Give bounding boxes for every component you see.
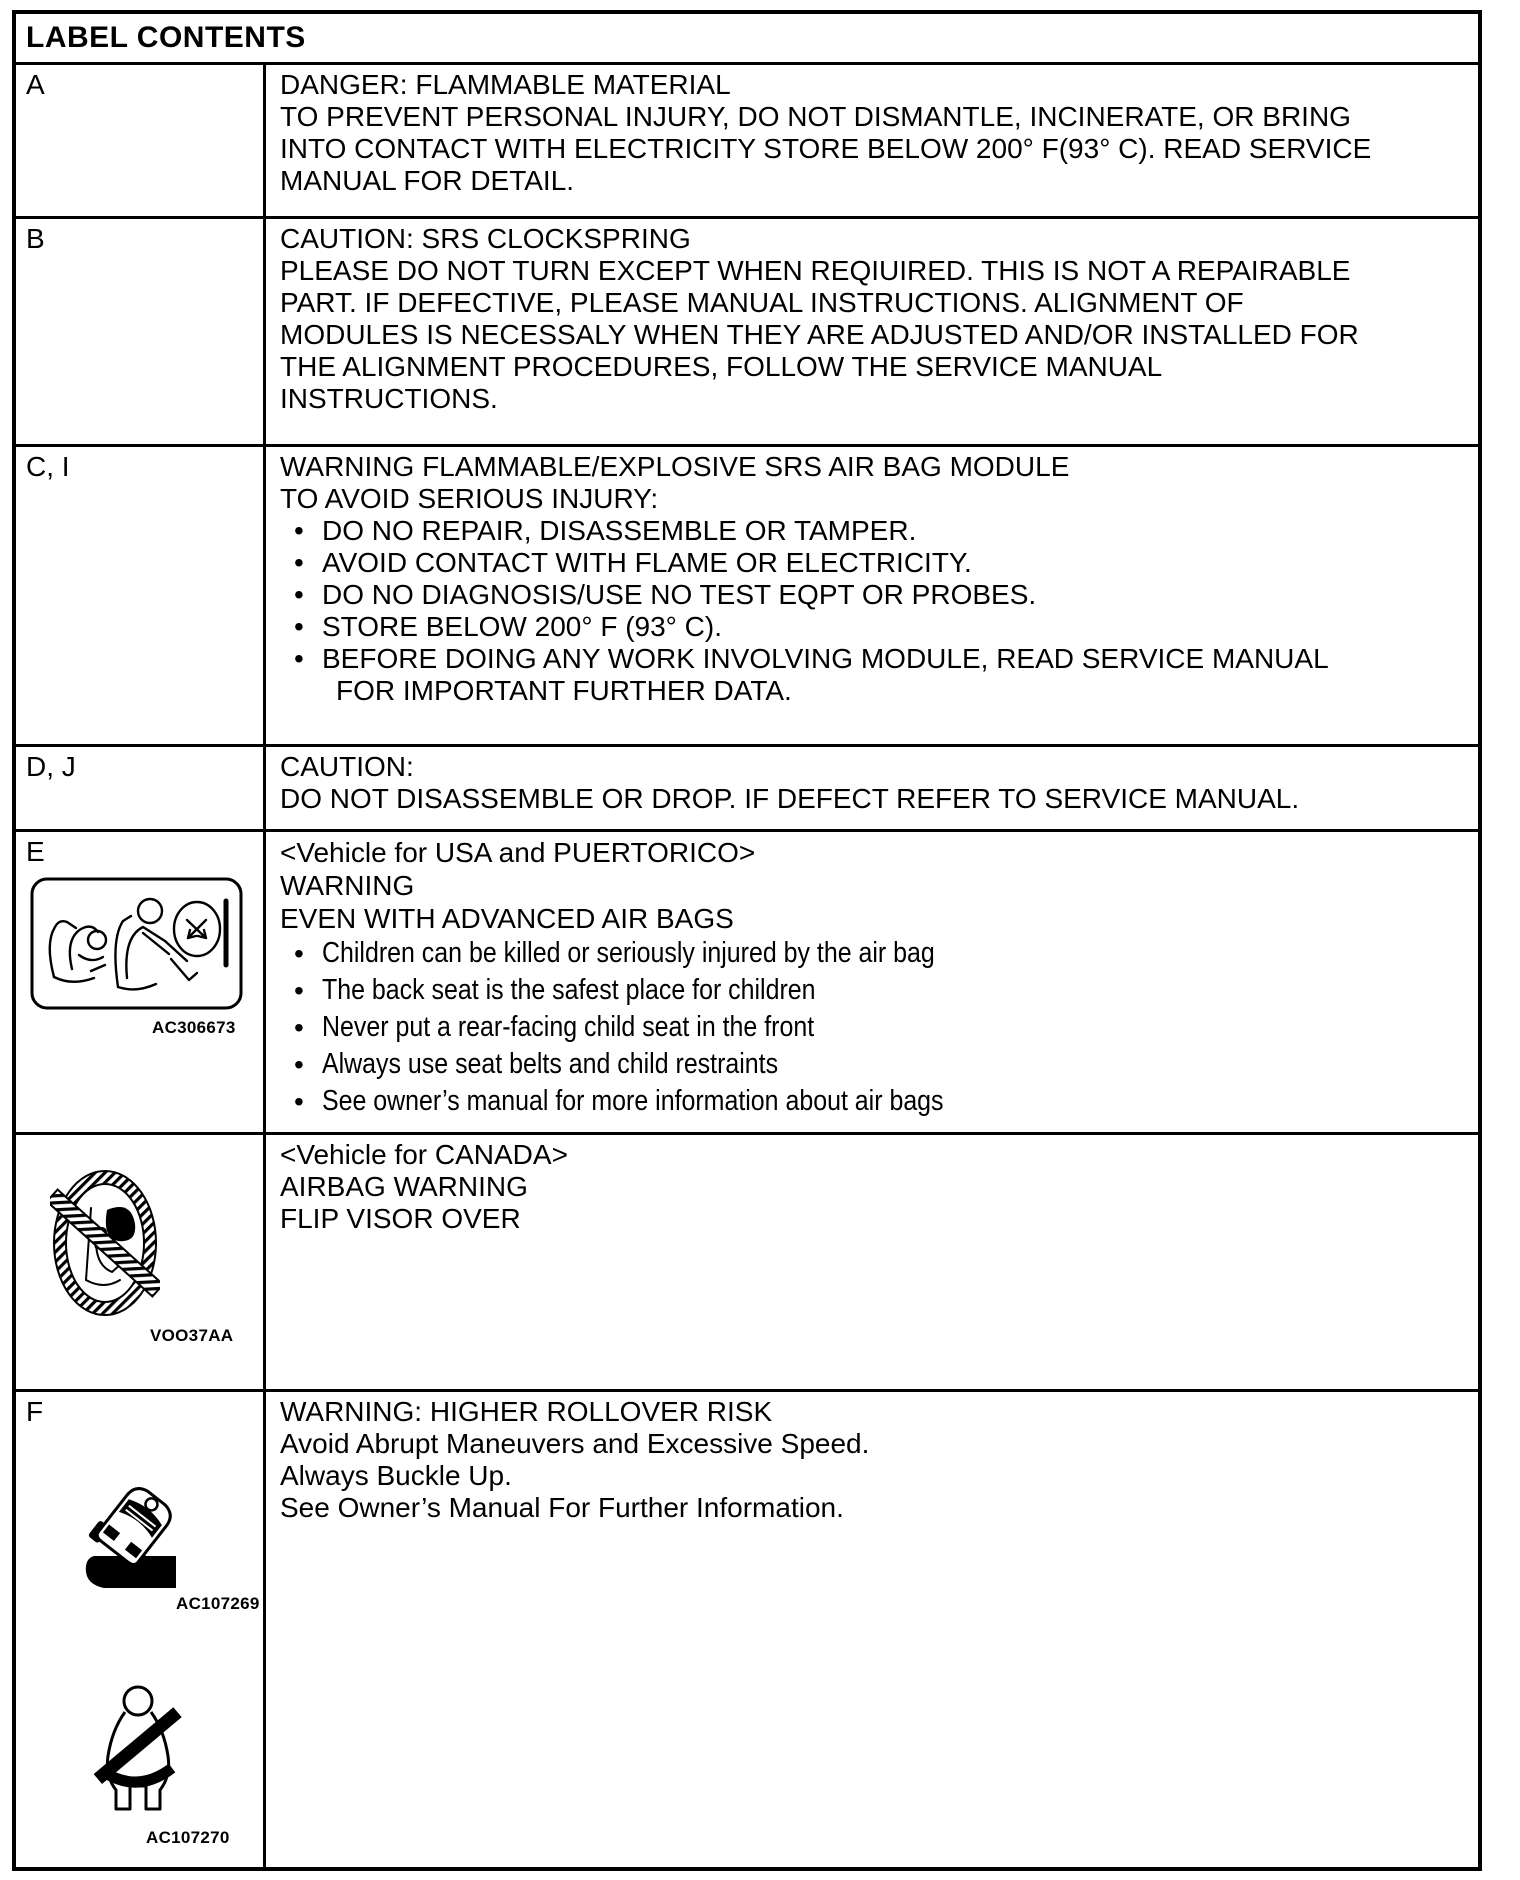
row-e-label-cell	[16, 832, 266, 1132]
row-label: B	[26, 223, 45, 254]
bullet-item	[294, 515, 1478, 547]
text-line: AIRBAG WARNING	[280, 1171, 528, 1202]
bullet-text: DO NO REPAIR, DISASSEMBLE OR TAMPER.	[322, 515, 917, 546]
label-contents-table	[12, 10, 1482, 1871]
text-line: TO PREVENT PERSONAL INJURY, DO NOT DISMANTLE, INCINERATE, OR BRING	[280, 101, 1351, 132]
row-f	[16, 1389, 1478, 1867]
rear-facing-child-seat-airbag-illustration-icon	[30, 877, 243, 1010]
bullet-dot: •	[294, 547, 304, 578]
row-e-content-cell	[266, 832, 1478, 1132]
text-line: PLEASE DO NOT TURN EXCEPT WHEN REQIUIRED. THIS IS NOT A REPAIRABLE	[280, 255, 1351, 286]
bullet-text: BEFORE DOING ANY WORK INVOLVING MODULE, READ SERVICE MANUAL	[322, 643, 1329, 674]
row-canada	[16, 1132, 1478, 1389]
table-title: LABEL CONTENTS	[26, 21, 306, 54]
row-e	[16, 829, 1478, 1132]
row-b-label-cell	[16, 219, 266, 444]
text-line: CAUTION: SRS CLOCKSPRING	[280, 223, 691, 254]
row-label: C, I	[26, 451, 70, 482]
bullet-dot: •	[294, 1012, 304, 1043]
bullet-text: Never put a rear-facing child seat in the front	[322, 1011, 815, 1043]
row-b-content-cell	[266, 219, 1478, 444]
row-f-content-cell	[266, 1392, 1478, 1867]
row-b	[16, 216, 1478, 444]
figure-code: AC306673	[152, 1018, 236, 1037]
bullet-item	[294, 547, 1478, 579]
row-a	[16, 62, 1478, 216]
row-c-i-content-cell	[266, 447, 1478, 744]
row-label: E	[26, 836, 45, 867]
figure-code: AC107270	[146, 1828, 230, 1847]
bullet-item	[294, 643, 1478, 675]
text-line: Always Buckle Up.	[280, 1460, 512, 1491]
text-line: MANUAL FOR DETAIL.	[280, 165, 575, 196]
text-line: DANGER: FLAMMABLE MATERIAL	[280, 69, 731, 100]
text-line: WARNING	[280, 870, 415, 901]
row-label: F	[26, 1396, 44, 1427]
bullet-dot: •	[294, 579, 304, 610]
text-line: TO AVOID SERIOUS INJURY:	[280, 483, 659, 514]
bullet-item	[294, 1083, 1478, 1120]
bullet-dot: •	[294, 975, 304, 1006]
bullet-dot: •	[294, 1049, 304, 1080]
text-line: CAUTION:	[280, 751, 414, 782]
bullet-text: AVOID CONTACT WITH FLAME OR ELECTRICITY.	[322, 547, 972, 578]
row-c-i-label-cell	[16, 447, 266, 744]
row-label: D, J	[26, 751, 76, 782]
bullet-item	[294, 1046, 1478, 1083]
text-line: WARNING: HIGHER ROLLOVER RISK	[280, 1396, 773, 1427]
row-a-content-cell	[266, 65, 1478, 216]
seatbelt-icon	[94, 1680, 182, 1814]
text-line: WARNING FLAMMABLE/EXPLOSIVE SRS AIR BAG MODULE	[280, 451, 1070, 482]
bullet-item	[294, 579, 1478, 611]
bullet-text: STORE BELOW 200° F (93° C).	[322, 611, 722, 642]
bullet-dot: •	[294, 643, 304, 674]
row-d-j-label-cell	[16, 747, 266, 829]
row-label: A	[26, 69, 45, 100]
bullet-item	[294, 935, 1478, 972]
text-line: DO NOT DISASSEMBLE OR DROP. IF DEFECT REFER TO SERVICE MANUAL.	[280, 783, 1300, 814]
bullet-dot: •	[294, 938, 304, 969]
no-rear-facing-child-seat-prohibition-icon	[50, 1166, 160, 1321]
bullet-text: See owner’s manual for more information about air bags	[322, 1085, 944, 1117]
text-line: <Vehicle for CANADA>	[280, 1139, 568, 1170]
text-line: See Owner’s Manual For Further Information.	[280, 1492, 844, 1523]
row-d-j	[16, 744, 1478, 829]
figure-code: VOO37AA	[150, 1326, 234, 1345]
table-header-row	[16, 14, 1478, 62]
bullet-dot: •	[294, 1086, 304, 1117]
text-line: INTO CONTACT WITH ELECTRICITY STORE BELOW 200° F(93° C). READ SERVICE	[280, 133, 1372, 164]
row-c-i	[16, 444, 1478, 744]
bullet-text-continuation: FOR IMPORTANT FURTHER DATA.	[336, 675, 792, 706]
text-line: PART. IF DEFECTIVE, PLEASE MANUAL INSTRUCTIONS. ALIGNMENT OF	[280, 287, 1244, 318]
text-line: EVEN WITH ADVANCED AIR BAGS	[280, 903, 734, 934]
figure-code: AC107269	[176, 1594, 260, 1613]
bullet-item	[294, 611, 1478, 643]
row-a-label-cell	[16, 65, 266, 216]
bullet-dot: •	[294, 611, 304, 642]
bullet-item	[294, 1009, 1478, 1046]
text-line: INSTRUCTIONS.	[280, 383, 498, 414]
row-canada-label-cell	[16, 1135, 266, 1389]
bullet-text: The back seat is the safest place for children	[322, 974, 816, 1006]
text-line: <Vehicle for USA and PUERTORICO>	[280, 837, 756, 868]
rollover-car-icon	[78, 1456, 188, 1596]
row-canada-content-cell	[266, 1135, 1478, 1389]
text-line: MODULES IS NECESSALY WHEN THEY ARE ADJUSTED AND/OR INSTALLED FOR	[280, 319, 1359, 350]
row-d-j-content-cell	[266, 747, 1478, 829]
text-line: Avoid Abrupt Maneuvers and Excessive Speed.	[280, 1428, 870, 1459]
text-line: FLIP VISOR OVER	[280, 1203, 521, 1234]
bullet-text: DO NO DIAGNOSIS/USE NO TEST EQPT OR PROBES.	[322, 579, 1037, 610]
bullet-text: Always use seat belts and child restraints	[322, 1048, 779, 1080]
row-f-label-cell	[16, 1392, 266, 1867]
bullet-dot: •	[294, 515, 304, 546]
bullet-text: Children can be killed or seriously injured by the air bag	[322, 937, 935, 969]
text-line: THE ALIGNMENT PROCEDURES, FOLLOW THE SERVICE MANUAL	[280, 351, 1163, 382]
bullet-item	[294, 972, 1478, 1009]
